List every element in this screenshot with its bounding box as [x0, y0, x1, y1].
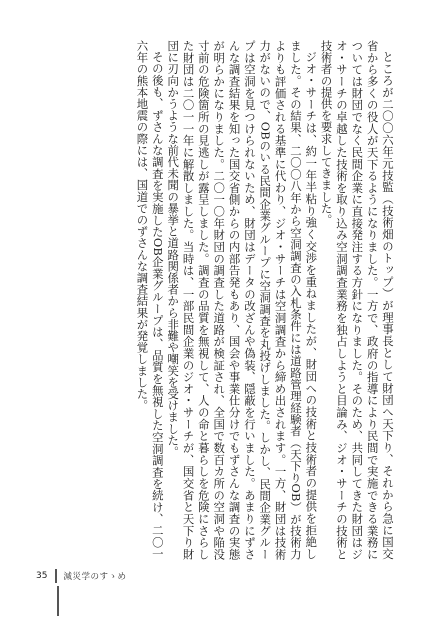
paragraph-2: ジオ・サーチは、約一年半粘り強く交渉を重ねましたが、財団への技術と技術者の提供を拒絶しました。その結果、二〇〇八年から空洞調査の入札条件には道路管理経験者（天下りOB）が技術力よりも評価される基準に代わり、ジオ・サーチは空洞調査から締め出されます。一方、財団は技術力がないので、OBのいる民間企業グループに空洞調査を丸投げしました。しかし、民間企業グループは空洞を見つけられないため、財団はデータの改ざんや偽装、隠蔽を行いました。あまりにずさんな調査結果を知った国交省側からの内部告発もあり、国会や事業仕分けでもずさんな調査の実態が明らかになりました。二〇一〇年財団の調査した道路が検証され、全国で数百カ所の空洞や陥没寸前の危険箇所の見逃しが露呈しました。調査の品質を無視して、人の命と暮らしを危険にさらした財団は二〇一一年に解散しました。当時は、一部民間企業のジオ・サーチが、国交省と天下り財団に刃向かうような前代未聞の暴挙と道路関係者から非難や嘲笑を受けました。 [166, 40, 319, 560]
page-number: 35 [36, 571, 48, 581]
vertical-text-body [33, 40, 395, 560]
footer-vertical-rule [57, 586, 59, 616]
running-title: 減災学のすゝめ [63, 572, 127, 582]
footer-divider [55, 569, 57, 583]
page-footer [36, 566, 126, 586]
paragraph-1: ところが二〇〇六年元技監（技術畑のトップ）が理事長として財団へ天下り、それから急に国交省から多くの役人が天下るようになりました。一方で、政府の指導により民間で実施できる業務については財団でなく民間企業に直接発注する方針になりました。そのため、共同してきた財団はジオ・サーチの卓越した技術を取り込み空洞調査業務を独占しようと目論み、ジオ・サーチの技術と技術者の提供を要求してきました。 [319, 40, 395, 560]
paragraph-3: その後も、ずさんな調査を実施したOB企業グループは、品質を無視した空洞調査を続け、二〇一六年の熊本地震の際には、国道でのずさんな調査結果が発覚しました。 [135, 40, 165, 560]
